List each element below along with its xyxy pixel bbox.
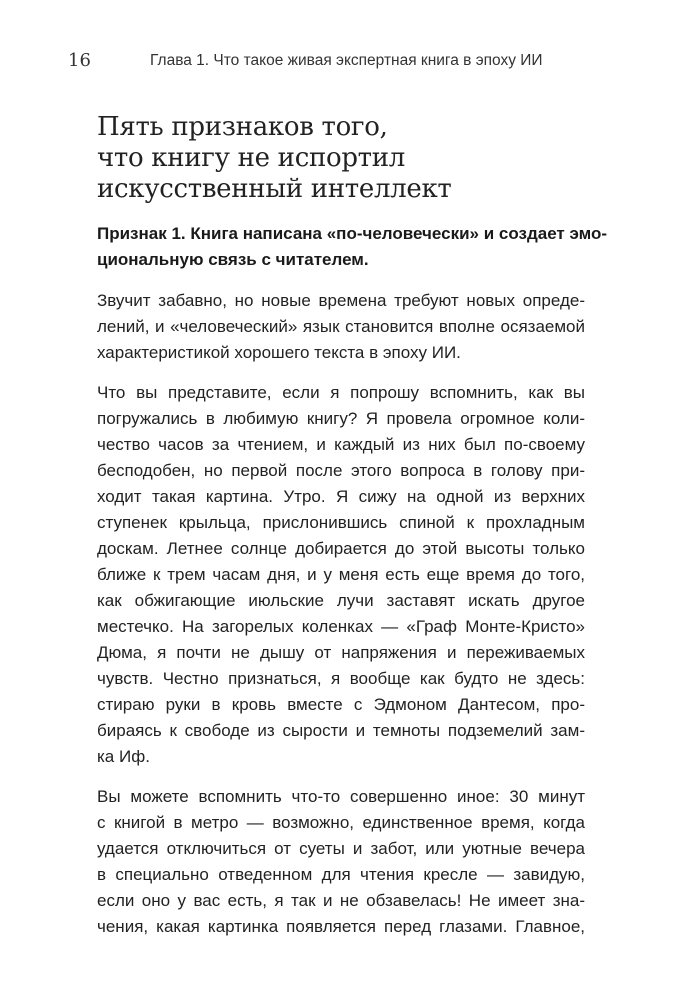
- paragraph-2: [97, 380, 585, 770]
- running-header: Глава 1. Что такое живая экспертная книга в эпоху ИИ: [150, 52, 543, 69]
- text-line: доскам. Летнее солнце добирается до этой высоты только: [97, 539, 585, 558]
- sign-subtitle: [97, 221, 608, 273]
- text-line: с книгой в метро — возможно, единственное время, когда: [97, 813, 585, 832]
- text-line: ка Иф.: [97, 747, 150, 766]
- text-line: если оно у вас есть, я так и не обзавелась! Не имеет зна-: [97, 891, 585, 910]
- text-line: бираясь к свободе из сырости и темноты подземелий зам-: [97, 721, 585, 740]
- text-line: ступенек крыльца, прислонившись спиной к прохладным: [97, 513, 585, 532]
- text-line: бесподобен, но первой после этого вопроса в голову при-: [97, 461, 585, 480]
- page-content: [97, 112, 608, 954]
- text-line: стираю руки в кровь вместе с Эдмоном Дантесом, про-: [97, 695, 585, 714]
- text-line: чения, какая картинка появляется перед глазами. Главное,: [97, 917, 585, 936]
- section-title-line: Пять признаков того,: [97, 112, 388, 142]
- subtitle-line: Признак 1. Книга написана «по-человечески» и создает эмо-: [97, 224, 608, 243]
- text-line: удается отключиться от суеты и забот, или уютные вечера: [97, 839, 585, 858]
- text-line: погружались в любимую книгу? Я провела огромное коли-: [97, 409, 585, 428]
- paragraph-1: [97, 288, 585, 366]
- section-title-line: искусственный интеллект: [97, 174, 452, 204]
- text-line: чувств. Честно признаться, я вообще как будто не здесь:: [97, 669, 585, 688]
- text-line: чество часов за чтением, и каждый из них был по-своему: [97, 435, 585, 454]
- text-line: местечко. На загорелых коленках — «Граф Монте-Кристо»: [97, 617, 585, 636]
- text-line: Вы можете вспомнить что-то совершенно иное: 30 минут: [97, 787, 585, 806]
- page-number: 16: [68, 50, 91, 71]
- text-line: Дюма, я почти не дышу от напряжения и переживаемых: [97, 643, 585, 662]
- section-title: [97, 112, 585, 205]
- paragraph-3: [97, 784, 585, 940]
- text-line: Звучит забавно, но новые времена требуют новых опреде-: [97, 291, 585, 310]
- section-title-line: что книгу не испортил: [97, 143, 406, 173]
- text-line: лений, и «человеческий» язык становится вполне осязаемой: [97, 317, 585, 336]
- subtitle-line: циональную связь с читателем.: [97, 250, 369, 269]
- text-line: характеристикой хорошего текста в эпоху ИИ.: [97, 343, 461, 362]
- text-line: как обжигающие июльские лучи заставят искать другое: [97, 591, 585, 610]
- text-line: ближе к трем часам дня, и у меня есть еще время до того,: [97, 565, 585, 584]
- text-line: Что вы представите, если я попрошу вспомнить, как вы: [97, 383, 585, 402]
- text-line: в специально отведенном для чтения кресле — завидую,: [97, 865, 585, 884]
- text-line: ходит такая картина. Утро. Я сижу на одной из верхних: [97, 487, 585, 506]
